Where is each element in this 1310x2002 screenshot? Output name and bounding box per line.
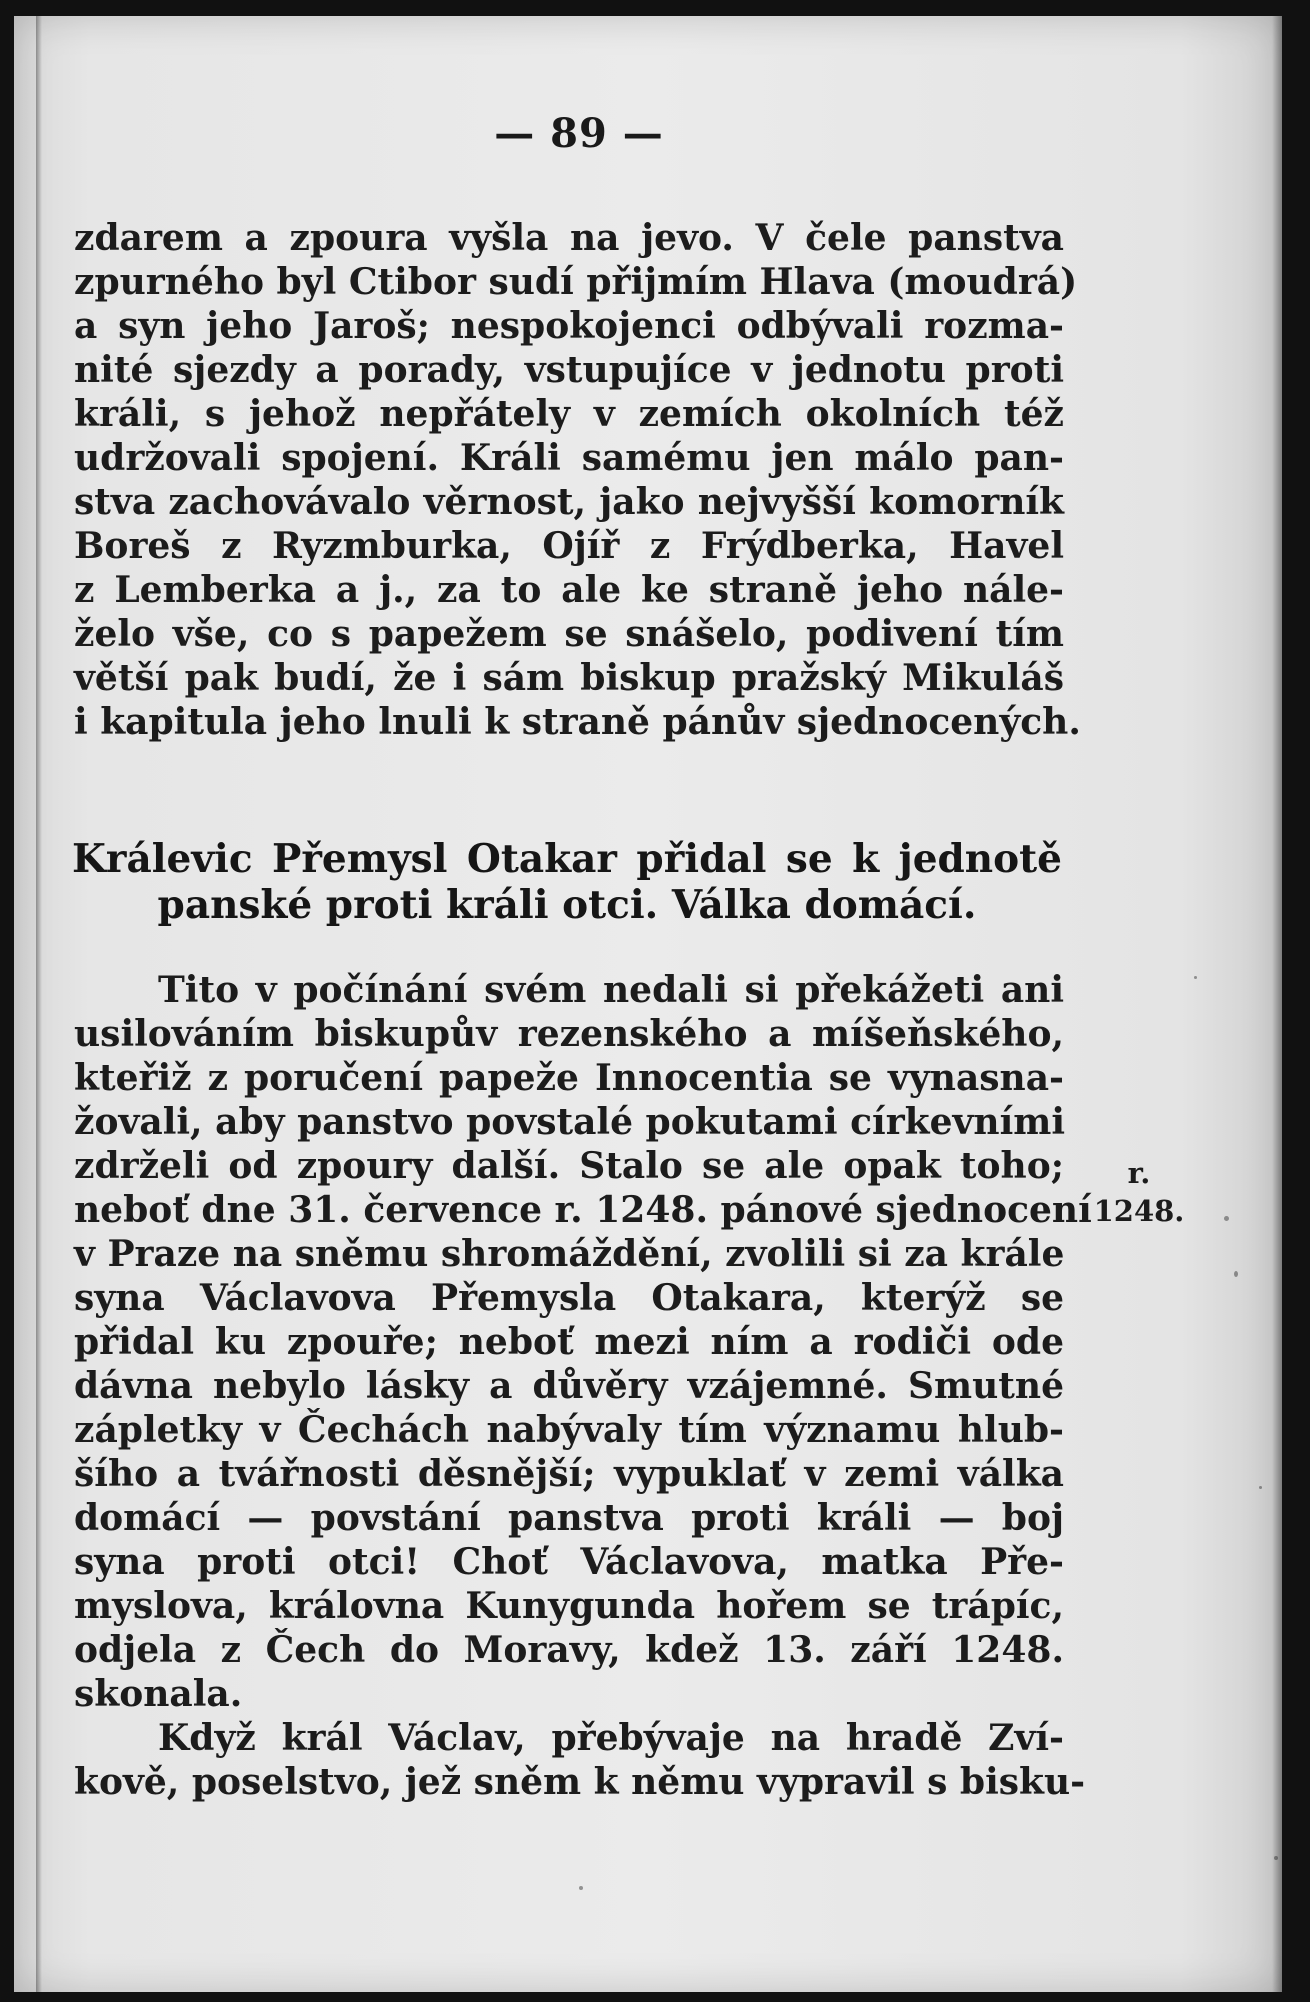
text-line: stva zachovávalo věrnost, jako nejvyšší komorník <box>74 481 1064 523</box>
text-line: dávna nebylo lásky a důvěry vzájemné. Smutné <box>74 1365 1064 1407</box>
page-number: — 89 — <box>494 110 664 157</box>
text-line: zpurného byl Ctibor sudí přijmím Hlava (moudrá) <box>74 261 1078 303</box>
text-line: udržovali spojení. Králi samému jen málo pan- <box>74 437 1064 479</box>
book-page <box>14 16 1282 1992</box>
print-speck <box>579 1886 583 1890</box>
paragraph-2 <box>74 968 1092 1716</box>
heading-line: panské proti králi otci. Válka domácí. <box>157 882 977 928</box>
paragraph-3 <box>74 1716 1086 1804</box>
text-line: skonala. <box>74 1673 243 1715</box>
print-speck <box>1224 1216 1229 1221</box>
text-line: nité sjezdy a porady, vstupujíce v jednotu proti <box>74 349 1064 391</box>
page-edge-shadow <box>1272 16 1282 1992</box>
print-speck <box>1234 1271 1238 1277</box>
text-line: králi, s jehož nepřátely v zemích okolních též <box>74 393 1064 435</box>
print-speck <box>1194 976 1197 979</box>
print-speck <box>1274 1856 1278 1860</box>
text-line: domácí — povstání panstva proti králi — boj <box>74 1497 1064 1539</box>
print-speck <box>1259 1486 1262 1489</box>
text-line: zápletky v Čechách nabývaly tím významu hlub- <box>74 1409 1064 1451</box>
paragraph-1 <box>74 216 1081 744</box>
heading-line: Králevic Přemysl Otakar přidal se k jednotě <box>72 836 1062 882</box>
text-line: šího a tvářnosti děsnější; vypuklať v zemi válka <box>74 1453 1064 1495</box>
text-line: myslova, královna Kunygunda hořem se trápíc, <box>74 1585 1064 1627</box>
text-line: syna Václavova Přemysla Otakara, kterýž se <box>74 1277 1064 1319</box>
text-line: Když král Václav, přebývaje na hradě Zví- <box>158 1717 1064 1759</box>
margin-note-year-label: r. <box>1127 1156 1151 1190</box>
text-line: Tito v počínání svém nedali si překážeti ani <box>158 969 1064 1011</box>
text-line: syna proti otci! Choť Václavova, matka Pře- <box>74 1541 1064 1583</box>
text-line: kově, poselstvo, jež sněm k němu vypravil s bisku- <box>74 1761 1086 1803</box>
text-line: zdarem a zpoura vyšla na jevo. V čele panstva <box>74 217 1064 259</box>
text-line: přidal ku zpouře; neboť mezi ním a rodiči ode <box>74 1321 1064 1363</box>
text-line: z Lemberka a j., za to ale ke straně jeho nále- <box>74 569 1064 611</box>
text-line: odjela z Čech do Moravy, kdež 13. září 1248. <box>74 1629 1064 1671</box>
text-line: a syn jeho Jaroš; nespokojenci odbývali rozma- <box>74 305 1064 347</box>
text-line: neboť dne 31. července r. 1248. pánové sjednocení <box>74 1189 1092 1231</box>
text-line: Boreš z Ryzmburka, Ojíř z Frýdberka, Havel <box>74 525 1064 567</box>
text-line: zdrželi od zpoury další. Stalo se ale opak toho; <box>74 1145 1064 1187</box>
text-line: kteřiž z poručení papeže Innocentia se vynasna- <box>74 1057 1064 1099</box>
text-line: v Praze na sněmu shromáždění, zvolili si za krále <box>74 1233 1065 1275</box>
text-line: žovali, aby panstvo povstalé pokutami církevními <box>74 1101 1066 1143</box>
section-heading <box>72 836 1062 928</box>
text-line: větší pak budí, že i sám biskup pražský Mikuláš <box>74 657 1064 699</box>
margin-note-year: 1248. <box>1093 1194 1185 1228</box>
text-line: usilováním biskupův rezenského a míšeňského, <box>74 1013 1064 1055</box>
text-line: i kapitula jeho lnuli k straně pánův sjednocených. <box>74 701 1081 743</box>
text-line: želo vše, co s papežem se snášelo, podivení tím <box>74 613 1064 655</box>
page-gutter-shadow <box>36 16 42 1992</box>
